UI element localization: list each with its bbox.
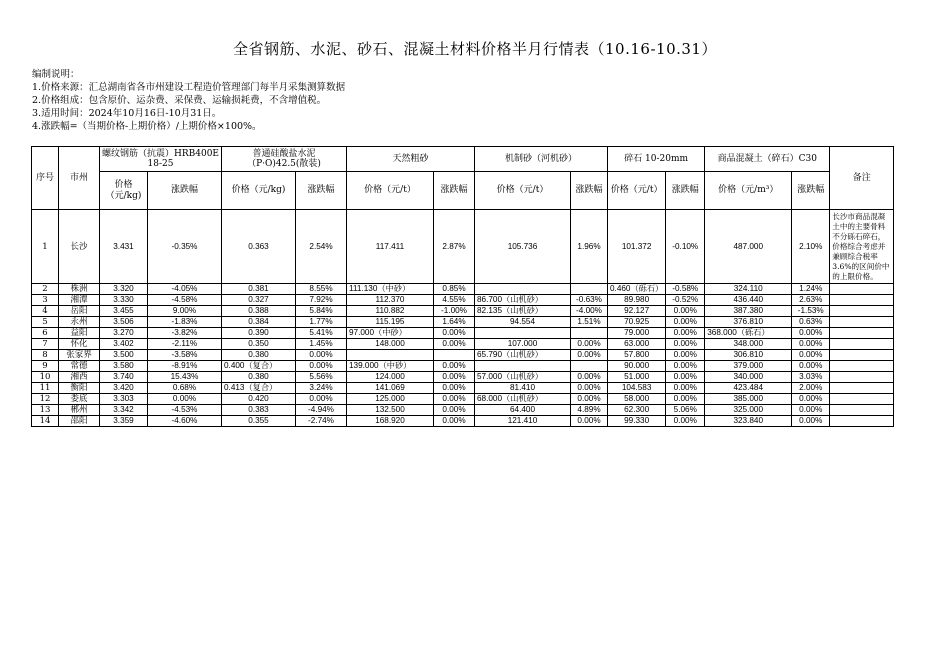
cell-seq: 13 <box>32 405 59 416</box>
cell-cement-chg: 1.45% <box>296 339 347 350</box>
cell-rebar: 3.342 <box>100 405 148 416</box>
cell-cement: 0.383 <box>222 405 296 416</box>
cell-cement: 0.350 <box>222 339 296 350</box>
cell-cement: 0.388 <box>222 306 296 317</box>
note-line: 3.适用时间：2024年10月16日-10月31日。 <box>32 108 222 119</box>
cell-msand: 121.410 <box>475 416 571 427</box>
cell-cement-chg: 3.24% <box>296 383 347 394</box>
cell-concrete: 379.000 <box>705 361 792 372</box>
cell-gravel-chg: 0.00% <box>666 350 705 361</box>
cell-cement-chg: -2.74% <box>296 416 347 427</box>
page-title: 全省钢筋、水泥、砂石、混凝土材料价格半月行情表（10.16-10.31） <box>233 40 717 58</box>
cell-rebar: 3.740 <box>100 372 148 383</box>
cell-rebar: 3.303 <box>100 394 148 405</box>
subheader-cement-price: 价格（元/kg) <box>222 172 296 210</box>
cell-gravel-chg: 0.00% <box>666 416 705 427</box>
cell-gravel-chg: -0.52% <box>666 295 705 306</box>
cell-msand-chg: -4.00% <box>571 306 608 317</box>
cell-gravel: 92.127 <box>608 306 666 317</box>
table-row <box>32 394 894 405</box>
cell-concrete: 306.810 <box>705 350 792 361</box>
subheader-gravel-price: 价格（元/t） <box>608 172 666 210</box>
cell-sand: 139.000（中砂） <box>347 361 434 372</box>
cell-cement-chg: 7.92% <box>296 295 347 306</box>
cell-remark <box>830 306 894 317</box>
cell-seq: 4 <box>32 306 59 317</box>
cell-gravel-chg: -0.10% <box>666 210 705 284</box>
header-city: 市州 <box>59 147 100 210</box>
cell-rebar: 3.500 <box>100 350 148 361</box>
cell-msand: 86.700（山机砂） <box>475 295 571 306</box>
subheader-row <box>32 172 894 210</box>
cell-remark <box>830 394 894 405</box>
cell-rebar-chg: 0.00% <box>148 394 222 405</box>
cell-remark <box>830 328 894 339</box>
cell-rebar: 3.455 <box>100 306 148 317</box>
cell-msand: 94.554 <box>475 317 571 328</box>
cell-city: 益阳 <box>59 328 100 339</box>
cell-concrete-chg: 0.00% <box>792 339 830 350</box>
cell-city: 怀化 <box>59 339 100 350</box>
cell-cement-chg: 0.00% <box>296 394 347 405</box>
cell-sand: 97.000（中砂） <box>347 328 434 339</box>
cell-seq: 8 <box>32 350 59 361</box>
cell-city: 长沙 <box>59 210 100 284</box>
cell-seq: 3 <box>32 295 59 306</box>
cell-remark <box>830 317 894 328</box>
cell-city: 株洲 <box>59 284 100 295</box>
table-row <box>32 328 894 339</box>
subheader-sand-price: 价格（元/t） <box>347 172 434 210</box>
cell-concrete-chg: 0.00% <box>792 394 830 405</box>
cell-sand-chg <box>434 350 475 361</box>
cell-concrete: 324.110 <box>705 284 792 295</box>
cell-msand-chg: 0.00% <box>571 416 608 427</box>
cell-rebar-chg: -4.53% <box>148 405 222 416</box>
header-rebar: 螺纹钢筋（抗震）HRB400E 18-25 <box>100 147 222 172</box>
cell-remark <box>830 295 894 306</box>
cell-sand: 148.000 <box>347 339 434 350</box>
cell-gravel-chg: 0.00% <box>666 328 705 339</box>
cell-concrete: 423.484 <box>705 383 792 394</box>
cell-msand: 65.790（山机砂） <box>475 350 571 361</box>
cell-gravel-chg: -0.58% <box>666 284 705 295</box>
cell-concrete-chg: 0.00% <box>792 350 830 361</box>
cell-sand: 125.000 <box>347 394 434 405</box>
cell-sand-chg: 0.00% <box>434 383 475 394</box>
cell-gravel: 58.000 <box>608 394 666 405</box>
cell-sand-chg: 1.64% <box>434 317 475 328</box>
cell-city: 郴州 <box>59 405 100 416</box>
subheader-msand-price: 价格（元/t） <box>475 172 571 210</box>
cell-msand-chg: 0.00% <box>571 394 608 405</box>
cell-cement-chg: 5.41% <box>296 328 347 339</box>
subheader-gravel-change: 涨跌幅 <box>666 172 705 210</box>
cell-gravel-chg: 0.00% <box>666 306 705 317</box>
cell-msand-chg: 0.00% <box>571 339 608 350</box>
cell-rebar-chg: -3.58% <box>148 350 222 361</box>
cell-cement-chg: 5.84% <box>296 306 347 317</box>
cell-rebar: 3.330 <box>100 295 148 306</box>
cell-city: 永州 <box>59 317 100 328</box>
note-line: 2.价格组成：包含原价、运杂费、采保费、运输损耗费，不含增值税。 <box>32 95 327 106</box>
table-row <box>32 416 894 427</box>
cell-concrete-chg: 2.63% <box>792 295 830 306</box>
cell-concrete: 376.810 <box>705 317 792 328</box>
cell-sand: 124.000 <box>347 372 434 383</box>
cell-msand-chg <box>571 361 608 372</box>
cell-msand-chg: 1.51% <box>571 317 608 328</box>
cell-msand: 81.410 <box>475 383 571 394</box>
note-line: 1.价格来源：汇总湖南省各市州建设工程造价管理部门每半月采集测算数据 <box>32 82 346 93</box>
subheader-msand-change: 涨跌幅 <box>571 172 608 210</box>
header-msand: 机制砂（河机砂） <box>475 147 608 172</box>
cell-concrete-chg: 3.03% <box>792 372 830 383</box>
cell-rebar-chg: -4.60% <box>148 416 222 427</box>
subheader-cement-change: 涨跌幅 <box>296 172 347 210</box>
cell-msand-chg: 0.00% <box>571 383 608 394</box>
cell-concrete-chg: -1.53% <box>792 306 830 317</box>
cell-cement-chg: 8.55% <box>296 284 347 295</box>
cell-msand-chg <box>571 328 608 339</box>
cell-sand-chg: 0.00% <box>434 361 475 372</box>
cell-sand-chg: 4.55% <box>434 295 475 306</box>
cell-seq: 12 <box>32 394 59 405</box>
cell-seq: 7 <box>32 339 59 350</box>
cell-sand: 110.882 <box>347 306 434 317</box>
table-row <box>32 405 894 416</box>
table-row <box>32 317 894 328</box>
cell-seq: 6 <box>32 328 59 339</box>
cell-concrete-chg: 1.24% <box>792 284 830 295</box>
cell-rebar-chg: -4.05% <box>148 284 222 295</box>
cell-concrete-chg: 0.00% <box>792 416 830 427</box>
table-row <box>32 284 894 295</box>
table-row <box>32 306 894 317</box>
cell-rebar-chg: -4.58% <box>148 295 222 306</box>
cell-concrete-chg: 0.00% <box>792 361 830 372</box>
cell-remark <box>830 350 894 361</box>
cell-concrete: 487.000 <box>705 210 792 284</box>
cell-gravel-chg: 0.00% <box>666 361 705 372</box>
cell-city: 湘潭 <box>59 295 100 306</box>
cell-rebar-chg: 9.00% <box>148 306 222 317</box>
cell-sand-chg: 0.00% <box>434 328 475 339</box>
cell-cement: 0.390 <box>222 328 296 339</box>
cell-rebar-chg: -0.35% <box>148 210 222 284</box>
cell-remark <box>830 339 894 350</box>
table-row <box>32 210 894 284</box>
table-row <box>32 350 894 361</box>
cell-cement: 0.355 <box>222 416 296 427</box>
cell-city: 张家界 <box>59 350 100 361</box>
cell-concrete-chg: 0.00% <box>792 405 830 416</box>
cell-gravel-chg: 0.00% <box>666 383 705 394</box>
cell-seq: 5 <box>32 317 59 328</box>
cell-gravel-chg: 0.00% <box>666 394 705 405</box>
cell-city: 常德 <box>59 361 100 372</box>
cell-concrete: 385.000 <box>705 394 792 405</box>
cell-seq: 10 <box>32 372 59 383</box>
cell-rebar: 3.580 <box>100 361 148 372</box>
cell-cement: 0.380 <box>222 350 296 361</box>
cell-msand-chg: 4.89% <box>571 405 608 416</box>
cell-rebar: 3.320 <box>100 284 148 295</box>
cell-gravel-chg: 0.00% <box>666 317 705 328</box>
cell-gravel: 70.925 <box>608 317 666 328</box>
cell-concrete: 325.000 <box>705 405 792 416</box>
cell-seq: 11 <box>32 383 59 394</box>
cell-gravel: 51.000 <box>608 372 666 383</box>
cell-concrete: 340.000 <box>705 372 792 383</box>
cell-concrete: 387.380 <box>705 306 792 317</box>
cell-remark <box>830 383 894 394</box>
cell-msand: 68.000（山机砂） <box>475 394 571 405</box>
cell-rebar: 3.359 <box>100 416 148 427</box>
table-row <box>32 372 894 383</box>
cell-msand-chg: 1.96% <box>571 210 608 284</box>
cell-rebar: 3.420 <box>100 383 148 394</box>
cell-msand <box>475 328 571 339</box>
subheader-sand-change: 涨跌幅 <box>434 172 475 210</box>
cell-cement: 0.413（复合） <box>222 383 296 394</box>
cell-gravel: 79.000 <box>608 328 666 339</box>
cell-sand-chg: -1.00% <box>434 306 475 317</box>
cell-sand: 112.370 <box>347 295 434 306</box>
cell-msand: 107.000 <box>475 339 571 350</box>
cell-seq: 2 <box>32 284 59 295</box>
cell-cement: 0.381 <box>222 284 296 295</box>
header-concrete: 商品混凝土（碎石）C30 <box>705 147 830 172</box>
cell-cement-chg: 2.54% <box>296 210 347 284</box>
cell-cement: 0.363 <box>222 210 296 284</box>
table-row <box>32 295 894 306</box>
cell-concrete: 348.000 <box>705 339 792 350</box>
cell-gravel: 90.000 <box>608 361 666 372</box>
cell-cement-chg: 5.56% <box>296 372 347 383</box>
cell-sand: 117.411 <box>347 210 434 284</box>
cell-city: 娄底 <box>59 394 100 405</box>
cell-city: 岳阳 <box>59 306 100 317</box>
cell-rebar: 3.402 <box>100 339 148 350</box>
notes-heading: 编制说明： <box>32 69 80 80</box>
cell-concrete-chg: 0.63% <box>792 317 830 328</box>
cell-gravel: 104.583 <box>608 383 666 394</box>
cell-remark <box>830 284 894 295</box>
cell-msand-chg: 0.00% <box>571 372 608 383</box>
cell-sand-chg: 0.00% <box>434 339 475 350</box>
cell-seq: 1 <box>32 210 59 284</box>
cell-remark <box>830 416 894 427</box>
cell-concrete: 368.000（砾石） <box>705 328 792 339</box>
cell-gravel: 63.000 <box>608 339 666 350</box>
price-table <box>31 146 894 427</box>
cell-rebar: 3.270 <box>100 328 148 339</box>
cell-msand-chg <box>571 284 608 295</box>
cell-sand-chg: 0.00% <box>434 416 475 427</box>
cell-remark <box>830 405 894 416</box>
cell-cement: 0.384 <box>222 317 296 328</box>
cell-cement: 0.327 <box>222 295 296 306</box>
cell-concrete-chg: 2.00% <box>792 383 830 394</box>
header-gravel: 碎石 10-20mm <box>608 147 705 172</box>
cell-cement: 0.420 <box>222 394 296 405</box>
compilation-notes <box>32 68 345 133</box>
cell-gravel: 62.300 <box>608 405 666 416</box>
cell-rebar-chg: -2.11% <box>148 339 222 350</box>
header-cement: 普通硅酸盐水泥（P·O)42.5(散装) <box>222 147 347 172</box>
cell-msand-chg: 0.00% <box>571 350 608 361</box>
cell-sand-chg: 0.00% <box>434 394 475 405</box>
cell-sand-chg: 0.00% <box>434 372 475 383</box>
subheader-concrete-price: 价格（元/m³） <box>705 172 792 210</box>
cell-rebar-chg: 0.68% <box>148 383 222 394</box>
cell-remark <box>830 361 894 372</box>
cell-remark: 长沙市商品混凝土中的主要骨料不分砾石碎石，价格综合考虑并兼顾综合税率3.6%的区间价中的上限价格。 <box>830 210 894 284</box>
cell-concrete: 323.840 <box>705 416 792 427</box>
cell-sand: 141.069 <box>347 383 434 394</box>
cell-cement: 0.380 <box>222 372 296 383</box>
cell-sand: 132.500 <box>347 405 434 416</box>
cell-cement-chg: 0.00% <box>296 350 347 361</box>
cell-msand: 57.000（山机砂） <box>475 372 571 383</box>
table-row <box>32 339 894 350</box>
subheader-concrete-change: 涨跌幅 <box>792 172 830 210</box>
cell-gravel-chg: 0.00% <box>666 339 705 350</box>
subheader-rebar-change: 涨跌幅 <box>148 172 222 210</box>
subheader-rebar-price: 价格（元/kg) <box>100 172 148 210</box>
cell-city: 湘西 <box>59 372 100 383</box>
cell-sand: 111.130（中砂） <box>347 284 434 295</box>
cell-msand-chg: -0.63% <box>571 295 608 306</box>
cell-concrete-chg: 2.10% <box>792 210 830 284</box>
cell-city: 衡阳 <box>59 383 100 394</box>
cell-gravel: 101.372 <box>608 210 666 284</box>
cell-seq: 9 <box>32 361 59 372</box>
cell-city: 邵阳 <box>59 416 100 427</box>
table-row <box>32 383 894 394</box>
cell-rebar-chg: -1.83% <box>148 317 222 328</box>
cell-cement: 0.400（复合） <box>222 361 296 372</box>
cell-gravel: 57.800 <box>608 350 666 361</box>
cell-rebar-chg: -8.91% <box>148 361 222 372</box>
cell-concrete-chg: 0.00% <box>792 328 830 339</box>
cell-msand: 105.736 <box>475 210 571 284</box>
cell-seq: 14 <box>32 416 59 427</box>
header-row <box>32 147 894 172</box>
cell-msand <box>475 361 571 372</box>
cell-rebar: 3.431 <box>100 210 148 284</box>
table-row <box>32 361 894 372</box>
header-seq: 序号 <box>32 147 59 210</box>
cell-remark <box>830 372 894 383</box>
cell-gravel-chg: 5.06% <box>666 405 705 416</box>
cell-gravel: 0.460（砾石） <box>608 284 666 295</box>
cell-msand: 82.135（山机砂） <box>475 306 571 317</box>
cell-rebar: 3.506 <box>100 317 148 328</box>
note-line: 4.涨跌幅=（当期价格-上期价格）/上期价格×100%。 <box>32 121 262 132</box>
cell-sand: 115.195 <box>347 317 434 328</box>
cell-concrete: 436.440 <box>705 295 792 306</box>
cell-gravel: 99.330 <box>608 416 666 427</box>
header-remark: 备注 <box>830 147 894 210</box>
cell-msand: 64.400 <box>475 405 571 416</box>
cell-sand-chg: 2.87% <box>434 210 475 284</box>
cell-sand <box>347 350 434 361</box>
cell-cement-chg: 0.00% <box>296 361 347 372</box>
cell-msand <box>475 284 571 295</box>
cell-gravel-chg: 0.00% <box>666 372 705 383</box>
cell-cement-chg: -4.94% <box>296 405 347 416</box>
cell-sand-chg: 0.00% <box>434 405 475 416</box>
cell-rebar-chg: -3.82% <box>148 328 222 339</box>
cell-sand: 168.920 <box>347 416 434 427</box>
header-sand: 天然粗砂 <box>347 147 475 172</box>
cell-cement-chg: 1.77% <box>296 317 347 328</box>
cell-rebar-chg: 15.43% <box>148 372 222 383</box>
cell-gravel: 89.980 <box>608 295 666 306</box>
cell-sand-chg: 0.85% <box>434 284 475 295</box>
